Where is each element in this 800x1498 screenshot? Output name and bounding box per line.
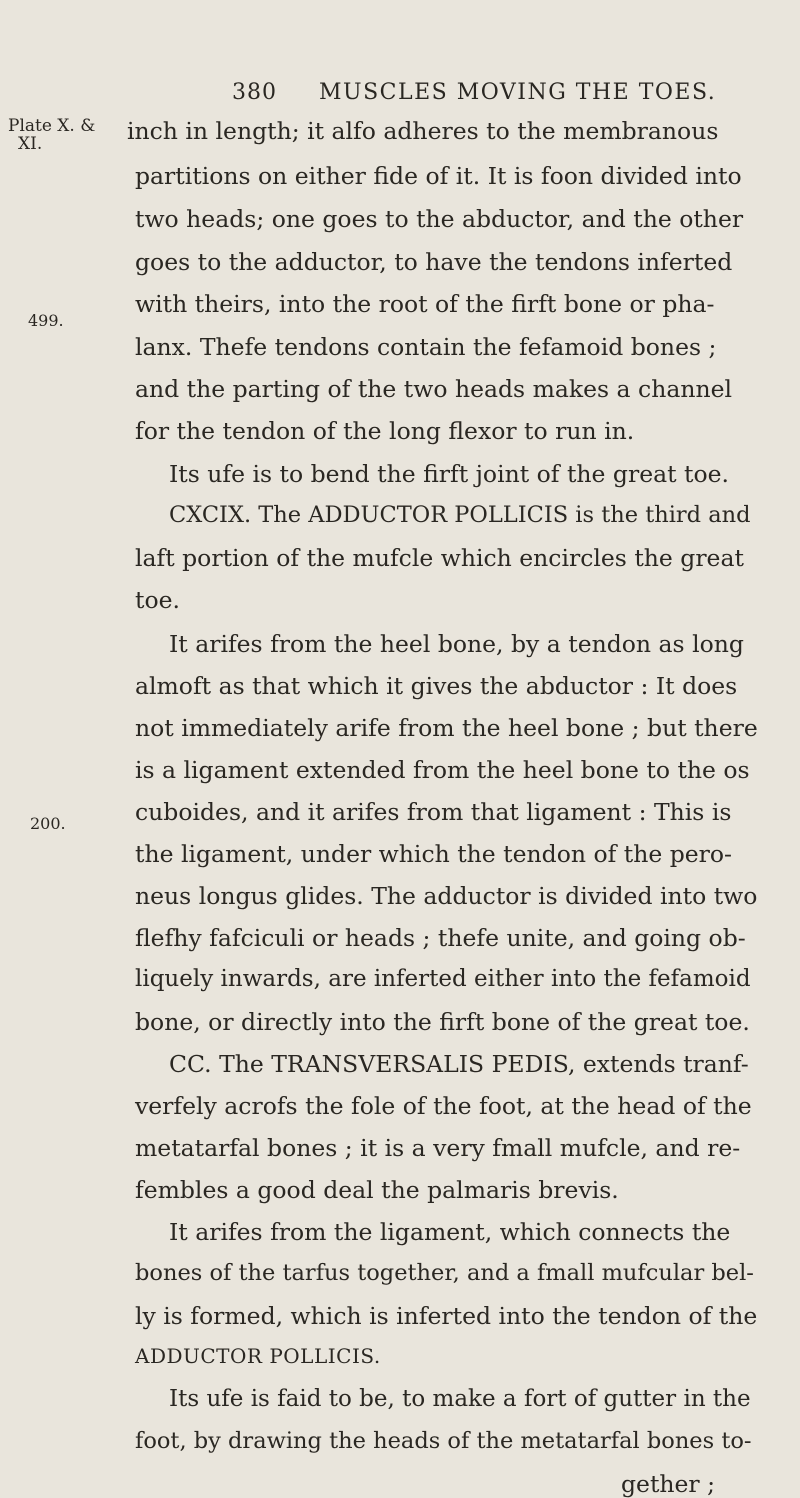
text-line: Its ufe is to bend the firft joint of the great toe. (169, 460, 729, 488)
margin-plate-reference (8, 117, 95, 153)
text-line: It arifes from the ligament, which connects the (169, 1218, 731, 1246)
text-line: neus longus glides. The adductor is divided into two (135, 882, 758, 910)
text-line: gether ; (621, 1470, 716, 1498)
text-line: verfely acrofs the fole of the foot, at the head of the (135, 1092, 752, 1120)
text-line: and the parting of the two heads makes a channel (135, 375, 733, 403)
text-line: laft portion of the mufcle which encircles the great (135, 544, 744, 572)
text-line: liquely inwards, are inferted either into the fefamoid (135, 966, 751, 992)
text-line: lanx. Thefe tendons contain the fefamoid bones ; (135, 333, 717, 361)
text-line: It arifes from the heel bone, by a tendon as long (169, 630, 744, 658)
text-line: almoft as that which it gives the abductor : It does (135, 672, 738, 700)
running-header (232, 80, 716, 105)
text-line: two heads; one goes to the abductor, and the other (135, 205, 744, 233)
text-line: for the tendon of the long flexor to run in. (135, 417, 635, 445)
page-number: 380 (232, 80, 277, 105)
text-line: CXCIX. The ADDUCTOR POLLICIS is the third and (169, 502, 751, 528)
margin-plate-line2: XI. (18, 134, 43, 154)
margin-note-499: 499. (28, 311, 64, 330)
text-line: metatarfal bones ; it is a very fmall mufcle, and re- (135, 1134, 741, 1162)
text-line: bones of the tarfus together, and a fmall mufcular bel- (135, 1260, 754, 1286)
margin-note-200: 200. (30, 814, 66, 833)
text-line: ly is formed, which is inferted into the tendon of the (135, 1302, 758, 1330)
text-line: with theirs, into the root of the firft bone or pha- (135, 290, 715, 318)
text-line: bone, or directly into the firft bone of the great toe. (135, 1008, 750, 1036)
text-line: foot, by drawing the heads of the metatarfal bones to- (135, 1428, 752, 1454)
text-line: CC. The TRANSVERSALIS PEDIS, extends tranf- (169, 1050, 749, 1078)
text-line: flefhy fafciculi or heads ; thefe unite, and going ob- (135, 924, 746, 952)
running-title: MUSCLES MOVING THE TOES. (319, 80, 717, 105)
text-line: the ligament, under which the tendon of the pero- (135, 840, 732, 868)
text-line: fembles a good deal the palmaris brevis. (135, 1176, 619, 1204)
text-line: cuboides, and it arifes from that ligament : This is (135, 798, 732, 826)
text-line: inch in length; it alfo adheres to the membranous (127, 117, 719, 145)
text-line: goes to the adductor, to have the tendons inferted (135, 248, 733, 276)
text-line: Its ufe is faid to be, to make a fort of gutter in the (169, 1386, 751, 1412)
text-line: ADDUCTOR POLLICIS. (135, 1344, 381, 1368)
margin-plate-line1: Plate X. & (8, 116, 96, 136)
text-line: partitions on either fide of it. It is foon divided into (135, 162, 742, 190)
text-line: not immediately arife from the heel bone ; but there (135, 714, 758, 742)
text-line: toe. (135, 586, 180, 614)
text-line: is a ligament extended from the heel bone to the os (135, 756, 750, 784)
